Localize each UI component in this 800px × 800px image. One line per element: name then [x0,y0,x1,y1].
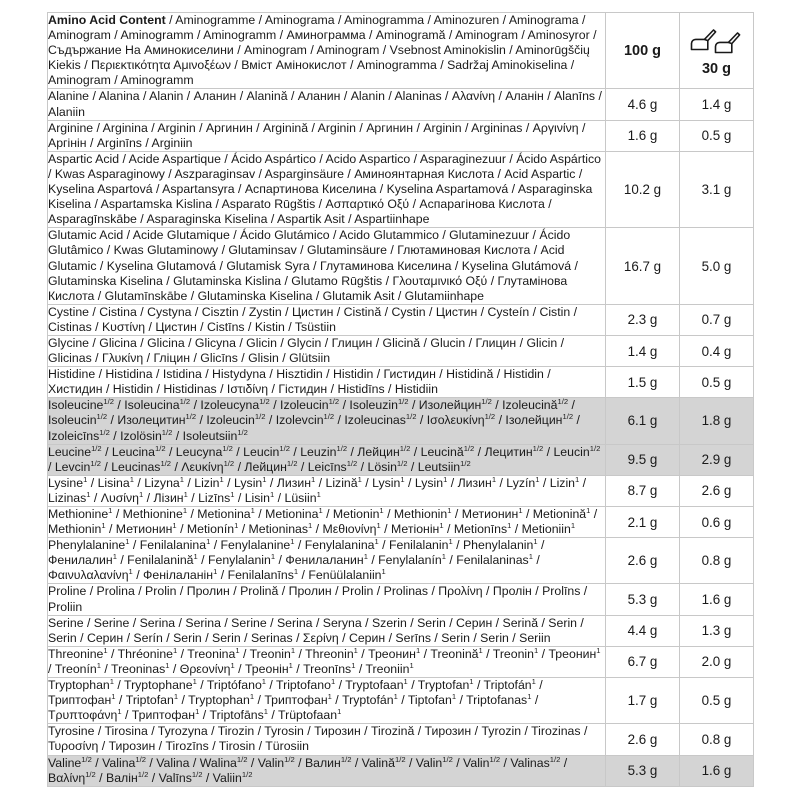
footnote-marker: 1/2 [154,443,166,453]
footnote-marker: 1/2 [336,443,348,453]
value-30g-cell: 0.8 g [680,724,754,755]
table-row [48,646,754,677]
value-30g-cell: 1.6 g [680,755,754,786]
table-row [48,89,754,120]
footnote-marker: 1 [363,552,368,562]
amino-acid-name-cell: Glycine / Glicina / Glicina / Glicyna / Glicin / Glycin / Глицин / Glicină / Glucin / Глицин / Glicin / Glicinas / Γλυκίνη / Гліцин / Glicīns / Glisin / Glütsiin [48,335,606,366]
amino-acid-name-cell: Tryptophan$^1$ / Tryptophane$^1$ / Triptófano$^1$ / Triptofano$^1$ / Tryptofaan$^1$ / Tryptofan$^1$ / Triptofán$^1$ / Триптофан$^1$ / Triptofan$^1$ / Tryptophan$^1$ / Триптофан$^1$ / Tryptofán$^1$ / Tiptofan$^1$ / Triptofanas$^1$ / Τρυπτοφάνη$^1$ / Триптофан$^1$ / Triptofāns$^1$ / Trüptofaan$^1$ [48,678,606,724]
footnote-marker: 1/2 [460,458,471,468]
footnote-marker: 1 [195,707,200,717]
footnote-marker: 1/2 [90,458,101,468]
table-row [48,120,754,151]
amino-acid-name-cell: Lysine$^1$ / Lisina$^1$ / Lizyna$^1$ / Lizin$^1$ / Lysin$^1$ / Лизин$^1$ / Lizină$^1$ / Lysin$^1$ / Lysin$^1$ / Лизин$^1$ / Lyzín$^1$ / Lizin$^1$ / Lizinas$^1$ / Λυσίνη$^1$ / Лізин$^1$ / Lizīns$^1$ / Lisin$^1$ / Lüsiin$^1$ [48,475,606,506]
footnote-marker: 1 [192,676,197,686]
footnote-marker: 1/2 [549,754,561,764]
footnote-marker: 1 [129,474,134,484]
value-30g-cell: 2.0 g [680,646,754,677]
footnote-marker: 1 [86,489,91,499]
footnote-marker: 1/2 [532,443,544,453]
footnote-marker: 1/2 [442,754,453,764]
footnote-marker: 1/2 [323,412,335,422]
table-row [48,538,754,584]
value-100g-cell: 5.3 g [606,584,680,615]
footnote-marker: 1 [165,660,170,670]
value-30g-cell: 0.5 g [680,367,754,398]
value-30g-cell: 0.8 g [680,538,754,584]
value-100g-cell: 16.7 g [606,228,680,304]
value-30g-cell: 0.5 g [680,678,754,724]
footnote-marker: 1 [234,521,239,530]
footnote-marker: 1 [263,707,269,717]
value-30g-cell: 0.7 g [680,304,754,335]
table-header [48,13,754,89]
footnote-marker: 1/2 [241,769,253,779]
footnote-marker: 1/2 [160,458,172,468]
footnote-marker: 1/2 [284,754,295,764]
footnote-marker: 1 [182,505,188,515]
footnote-marker: 1/2 [484,412,496,422]
table-body [48,89,754,786]
footnote-marker: 1 [111,692,116,702]
table-row [48,724,754,755]
footnote-marker: 1 [415,645,421,655]
footnote-marker: 1 [249,692,255,702]
header-row [48,13,754,89]
footnote-marker: 1 [117,707,122,717]
footnote-marker: 1 [311,474,316,484]
footnote-marker: 1 [381,567,386,577]
header-col-30g [680,13,754,89]
footnote-marker: 1 [400,474,405,484]
footnote-marker: 1 [337,707,342,717]
value-30g-cell: 1.8 g [680,398,754,444]
amino-acid-name-cell: Aspartic Acid / Acide Aspartique / Ácido Aspártico / Acido Aspartico / Asparaginezuur / Ácido Aspártico / Kwas Asparaginowy / Aszparaginsav / Asparginsäure / Аминоянтарная Кислота / Acid Aspartic / Kyselina Aspartová / Aspartansyra / Аспартинова Киселина / Kyselina Aspartamová / Asparaginska Kiselina / Aspartamska Kislina / Asparato Rūgštis / Ασπαρτικό Οξύ / Аспарагінова Кислота / Asparagīnskābe / Asparaginska Kiselina / Aspartik Asit / Aspartiinhape [48,151,606,227]
value-100g-cell: 1.6 g [606,120,680,151]
footnote-marker: 1 [376,521,381,530]
footnote-marker: 1/2 [589,443,601,453]
footnote-marker: 1 [173,645,178,655]
footnote-marker: 1 [353,645,358,655]
footnote-marker: 1/2 [99,427,110,437]
footnote-marker: 1 [374,537,379,547]
footnote-marker: 1 [533,537,538,547]
footnote-marker: 1 [393,692,398,702]
amino-acid-name-cell: Cystine / Cistina / Cystyna / Cisztin / Zystin / Цистин / Cistină / Cystin / Цистин / Cysteín / Cistin / Cistinas / Κυστίνη / Цистин / Cistīns / Kistin / Tsüstiin [48,304,606,335]
footnote-marker: 1/2 [481,397,492,407]
footnote-marker: 1/2 [346,458,358,468]
two-scoops-icon [680,25,753,59]
amino-acid-name-cell: Glutamic Acid / Acide Glutamique / Ácido Glutámico / Acido Glutammico / Glutaminezuur / Ácido Glutâmico / Kwas Glutaminowy / Glutaminsav / Glutaminsäure / Глютаминовая Кислота / Acid Glutamic / Kyselina Glutamová / Glutamisk Syra / Глутаминова Киселина / Kyselina Glutámová / Glutaminska Kiselina / Glutaminska Kislina / Glutamo Rūgštis / Γλουταμινικό Οξύ / Глутамінова Кислота / Glutamīnskābe / Glutaminska Kiselina / Glutamik Asit / Glutamiinhape [48,228,606,304]
footnote-marker: 1 [531,676,536,686]
footnote-marker: 1 [330,676,336,686]
footnote-marker: 1 [469,676,474,686]
footnote-marker: 1 [83,474,88,484]
footnote-marker: 1 [527,692,532,702]
amino-acid-name-cell: Phenylalanine$^1$ / Fenilalanina$^1$ / Fenylalanine$^1$ / Fenylalanina$^1$ / Fenilalanin$^1$ / Phenylalanin$^1$ / Фенилалин$^1$ / Fenilalanină$^1$ / Fenylalanin$^1$ / Фенилаланин$^1$ / Fenylalanín$^1$ / Fenilalaninas$^1$ / Φαινυλαλανίνη$^1$ / Фенілаланін$^1$ / Fenilalanīns$^1$ / Fenüülalaniin$^1$ [48,538,606,584]
table-row [48,335,754,366]
amino-acid-name-cell: Proline / Prolina / Prolin / Пролин / Prolină / Пролин / Prolin / Prolinas / Προλίνη / Пролін / Prolīns / Proliin [48,584,606,615]
footnote-marker: 1 [288,660,293,670]
footnote-marker: 1/2 [328,397,340,407]
footnote-marker: 1/2 [405,412,417,422]
amino-acid-name-cell: Histidine / Histidina / Istidina / Histydyna / Hisztidin / Histidin / Гистидин / Histidină / Histidin / Хистидин / Histidin / Histidinas / Ιστιδίνη / Гістидин / Histidīns / Histidiin [48,367,606,398]
footnote-marker: 1 [235,645,240,655]
value-100g-cell: 1.5 g [606,367,680,398]
footnote-marker: 1 [96,660,101,670]
amino-acid-name-cell: Methionine$^1$ / Methionine$^1$ / Metionina$^1$ / Metionina$^1$ / Metionin$^1$ / Methionin$^1$ / Метионин$^1$ / Metionină$^1$ / Methionin$^1$ / Метионин$^1$ / Metionín$^1$ / Metioninas$^1$ / Μεθιονίνη$^1$ / Метіонін$^1$ / Metionīns$^1$ / Metioniin$^1$ [48,507,606,538]
footnote-marker: 1/2 [185,412,197,422]
footnote-marker: 1 [439,521,444,530]
value-30g-cell: 2.6 g [680,475,754,506]
footnote-marker: 1/2 [85,769,96,779]
footnote-marker: 1 [379,505,384,515]
footnote-marker: 1 [507,521,512,530]
footnote-marker: 1 [290,537,295,547]
footnote-marker: 1/2 [396,458,408,468]
footnote-marker: 1 [108,505,113,515]
footnote-marker: 1 [534,645,539,655]
amino-acid-name-cell: Tyrosine / Tirosina / Tyrozyna / Tirozin / Tyrosin / Тирозин / Tirozină / Тирозин / Tyrozin / Tirozinas / Τυροσίνη / Тирозин / Tirozīns / Tirosin / Türosiin [48,724,606,755]
footnote-marker: 1 [535,474,540,484]
value-30g-cell: 0.5 g [680,120,754,151]
footnote-marker: 1/2 [135,754,146,764]
footnote-marker: 1/2 [222,443,233,453]
footnote-marker: 1 [448,537,453,547]
footnote-marker: 1/2 [96,412,108,422]
footnote-marker: 1/2 [259,397,270,407]
footnote-marker: 1 [308,521,313,530]
value-100g-cell: 2.6 g [606,724,680,755]
footnote-marker: 1/2 [489,754,501,764]
value-30g-cell: 1.6 g [680,584,754,615]
footnote-marker: 1/2 [223,458,235,468]
footnote-marker: 1 [128,567,133,577]
footnote-marker: 1 [219,474,224,484]
footnote-marker: 1 [586,505,591,515]
value-30g-cell: 2.9 g [680,444,754,475]
footnote-marker: 1/2 [254,412,266,422]
amino-acid-name-cell: Leucine$^{1/2}$ / Leucina$^{1/2}$ / Leucyna$^{1/2}$ / Leucin$^{1/2}$ / Leuzin$^{1/2}$ / Лейцин$^{1/2}$ / Leucină$^{1/2}$ / Лецитин$^{1/2}$ / Leucin$^{1/2}$ / Levcin$^{1/2}$ / Leucinas$^{1/2}$ / Λευκίνη$^{1/2}$ / Лейцин$^{1/2}$ / Leicīns$^{1/2}$ / Lösin$^{1/2}$ / Leutsiin$^{1/2}$ [48,444,606,475]
footnote-marker: 1 [261,676,267,686]
footnote-marker: 1/2 [236,754,248,764]
page-title: Amino Acid Content [48,13,166,27]
amino-acid-name-cell: Threonine$^1$ / Thréonine$^1$ / Treonina$^1$ / Treonin$^1$ / Threonin$^1$ / Треонин$^1$ / Treonină$^1$ / Treonin$^1$ / Треонин$^1$ / Treonín$^1$ / Treoninas$^1$ / Θρεονίνη$^1$ / Треонін$^1$ / Treonīns$^1$ / Treoniin$^1$ [48,646,606,677]
amino-acid-name-cell: Isoleucine$^{1/2}$ / Isoleucina$^{1/2}$ / Izoleucyna$^{1/2}$ / Izoleucin$^{1/2}$ / Isoleuzin$^{1/2}$ / Изолейцин$^{1/2}$ / Izoleucină$^{1/2}$ / Isoleucin$^{1/2}$ / Изолецитин$^{1/2}$ / Izoleucin$^{1/2}$ / Izolevcin$^{1/2}$ / Izoleucinas$^{1/2}$ / Ισολευκίνη$^{1/2}$ / Ізолейцин$^{1/2}$ / Izoleicīns$^{1/2}$ / Izolösin$^{1/2}$ / Isoleutsiin$^{1/2}$ [48,398,606,444]
footnote-marker: 1/2 [137,769,149,779]
table-row [48,584,754,615]
amino-acid-name-cell: Arginine / Arginina / Arginin / Аргинин / Arginină / Arginin / Аргинин / Arginin / Argininas / Αργινίνη / Аргінін / Arginīns / Arginiin [48,120,606,151]
footnote-marker: 1/2 [562,412,574,422]
footnote-marker: 1 [270,552,276,562]
footnote-marker: 1 [193,552,198,562]
footnote-marker: 1 [183,489,188,499]
table-row [48,151,754,227]
footnote-marker: 1 [316,489,321,499]
value-100g-cell: 1.4 g [606,335,680,366]
value-100g-cell: 9.5 g [606,444,680,475]
table-row [48,228,754,304]
table-row [48,755,754,786]
value-100g-cell: 2.6 g [606,538,680,584]
header-col-100g [606,13,680,89]
footnote-marker: 1 [230,660,235,670]
value-100g-cell: 4.6 g [606,89,680,120]
footnote-marker: 1 [443,474,448,484]
footnote-marker: 1 [172,521,177,530]
table-row [48,475,754,506]
footnote-marker: 1/2 [179,397,191,407]
value-100g-cell: 8.7 g [606,475,680,506]
footnote-marker: 1 [357,474,362,484]
header-col-100g-label: 100 g [623,42,662,59]
value-30g-cell: 1.4 g [680,89,754,120]
value-30g-cell: 5.0 g [680,228,754,304]
footnote-marker: 1 [213,567,218,577]
footnote-marker: 1/2 [237,427,248,437]
footnote-marker: 1 [570,521,576,530]
footnote-marker: 1 [518,505,523,515]
value-30g-cell: 0.4 g [680,335,754,366]
footnote-marker: 1 [250,505,255,515]
header-col-30g-label: 30 g [701,60,731,77]
footnote-marker: 1/2 [463,443,475,453]
amino-acid-name-cell: Valine$^{1/2}$ / Valina$^{1/2}$ / Valina / Walina$^{1/2}$ / Valin$^{1/2}$ / Валин$^{1/2}$ / Valină$^{1/2}$ / Valin$^{1/2}$ / Valin$^{1/2}$ / Valinas$^{1/2}$ / Βαλίνη$^{1/2}$ / Валін$^{1/2}$ / Valīns$^{1/2}$ / Valiin$^{1/2}$ [48,755,606,786]
footnote-marker: 1 [179,474,184,484]
footnote-marker: 1 [451,692,457,702]
footnote-marker: 1 [409,660,414,670]
value-30g-cell: 3.1 g [680,151,754,227]
footnote-marker: 1 [403,676,408,686]
footnote-marker: 1 [290,645,296,655]
footnote-marker: 1 [173,692,179,702]
footnote-marker: 1/2 [399,443,411,453]
table-row [48,367,754,398]
footnote-marker: 1 [112,552,117,562]
table-row [48,615,754,646]
value-100g-cell: 6.1 g [606,398,680,444]
footnote-marker: 1/2 [279,443,290,453]
footnote-marker: 1 [318,505,323,515]
footnote-marker: 1 [103,645,108,655]
footnote-marker: 1/2 [103,397,114,407]
table-row [48,398,754,444]
footnote-marker: 1 [262,474,267,484]
footnote-marker: 1/2 [161,427,173,437]
footnote-marker: 1 [139,489,144,499]
footnote-marker: 1/2 [557,397,569,407]
value-100g-cell: 6.7 g [606,646,680,677]
footnote-marker: 1 [327,692,332,702]
footnote-marker: 1 [125,537,130,547]
footnote-marker: 1/2 [191,769,203,779]
value-100g-cell: 2.1 g [606,507,680,538]
value-30g-cell: 1.3 g [680,615,754,646]
footnote-marker: 1 [351,660,356,670]
footnote-marker: 1 [528,552,533,562]
footnote-marker: 1 [109,676,114,686]
header-title-cell [48,13,606,89]
footnote-marker: 1 [441,552,446,562]
amino-acid-name-cell: Alanine / Alanina / Alanin / Аланин / Alanină / Аланин / Alanin / Alaninas / Αλανίνη / Аланін / Alanīns / Alaniin [48,89,606,120]
footnote-marker: 1 [293,567,299,577]
amino-acid-name-cell: Serine / Serine / Serina / Serina / Serine / Serina / Seryna / Szerin / Serin / Серин / Serină / Serin / Serin / Серин / Serín / Serin / Serin / Serinas / Σερίνη / Серин / Serīns / Serin / Serin / Seriin [48,615,606,646]
table-row [48,444,754,475]
footnote-marker: 1 [230,489,235,499]
value-100g-cell: 5.3 g [606,755,680,786]
footnote-marker: 1 [270,489,275,499]
amino-acid-content-table [47,12,754,787]
table-row [48,304,754,335]
value-30g-cell: 0.6 g [680,507,754,538]
value-100g-cell: 1.7 g [606,678,680,724]
footnote-marker: 1 [596,645,601,655]
footnote-marker: 1/2 [397,397,409,407]
footnote-marker: 1 [575,474,580,484]
value-100g-cell: 10.2 g [606,151,680,227]
footnote-marker: 1/2 [81,754,92,764]
footnote-marker: 1 [478,645,483,655]
footnote-marker: 1 [206,537,211,547]
value-100g-cell: 4.4 g [606,615,680,646]
footnote-marker: 1/2 [91,443,102,453]
table-row [48,507,754,538]
footnote-marker: 1 [491,474,497,484]
page-title-translations: / Aminogramme / Aminograma / Aminogramma / Aminozuren / Aminograma / Aminogram / Aminogramm / Aminogramm / Аминограмма / Aminogramă / Aminogram / Aminosyror / Съдържание На Аминокиселини / Aminogram / Aminogram / Vsebnost Aminokislin / Aminorūgščių Kiekis / Περιεκτικότητα Αμινοξέων / Вміст Амінокислот / Aminogramma / Sadržaj Aminokiselina / Aminogram / Aminogramm [48,13,597,88]
footnote-marker: 1/2 [340,754,352,764]
footnote-marker: 1 [447,505,452,515]
footnote-marker: 1/2 [394,754,406,764]
footnote-marker: 1/2 [286,458,298,468]
footnote-marker: 1 [101,521,106,530]
table-row [48,678,754,724]
value-100g-cell: 2.3 g [606,304,680,335]
